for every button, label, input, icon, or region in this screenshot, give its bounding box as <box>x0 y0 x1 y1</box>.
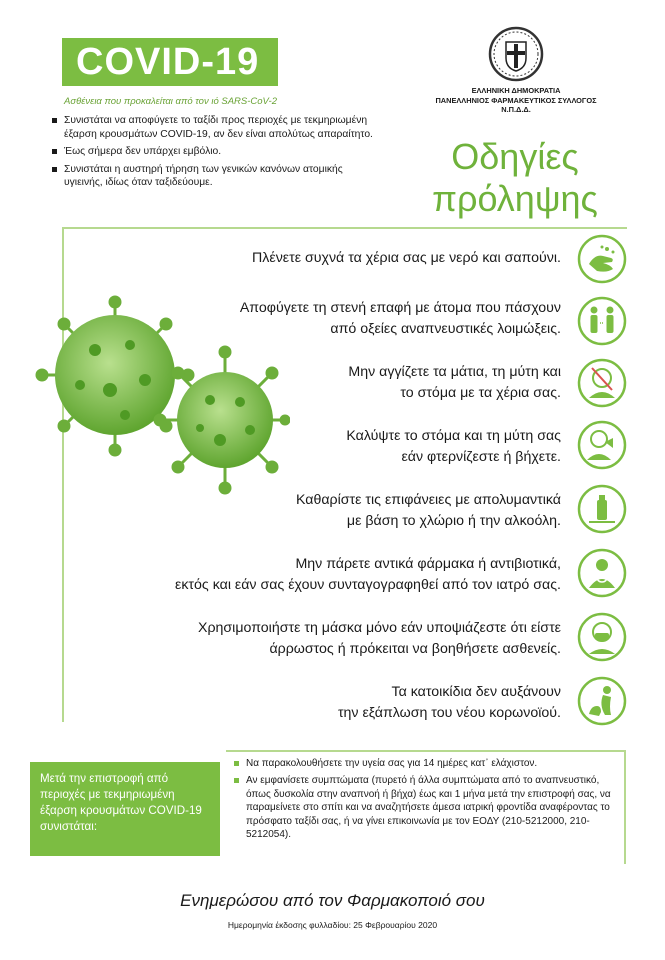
tip-text: με βάση το χλώριο ή την αλκοόλη. <box>346 513 561 529</box>
tip-5 <box>296 490 561 532</box>
heading-line: Οδηγίες <box>451 136 579 177</box>
org-line: ΕΛΛΗΝΙΚΗ ΔΗΜΟΚΡΑΤΙΑ <box>471 86 561 95</box>
tip-text: εκτός και εάν σας έχουν συνταγογραφηθεί από τον ιατρό σας. <box>175 577 561 593</box>
title-banner: COVID-19 <box>62 38 278 86</box>
mask-icon <box>577 612 627 662</box>
tip-7 <box>198 618 561 660</box>
tip-text: Χρησιμοποιήστε τη μάσκα μόνο εάν υποψιάζεστε ότι είστε <box>198 620 561 636</box>
doctor-icon <box>577 548 627 598</box>
hand-washing-icon <box>577 234 627 284</box>
tip-text: Αποφύγετε τη στενή επαφή με άτομα που πάσχουν <box>239 300 561 316</box>
intro-bullet: Συνιστάται να αποφύγετε το ταξίδι προς περιοχές με τεκμηριωμένη έξαρση κρουσμάτων COVID-19, αν δεν είναι απολύτως απαραίτητο. <box>50 114 380 141</box>
tip-6 <box>175 554 561 596</box>
intro-bullet: Έως σήμερα δεν υπάρχει εμβόλιο. <box>50 145 380 159</box>
issue-date: Ημερομηνία έκδοσης φυλλαδίου: 25 Φεβρουαρίου 2020 <box>227 920 438 930</box>
face-touch-icon <box>577 358 627 408</box>
tip-text: Καλύψτε το στόμα και τη μύτη σας <box>346 428 561 444</box>
tip-4 <box>346 426 561 468</box>
tip-text: Μην πάρετε αντικά φάρμακα ή αντιβιοτικά, <box>295 556 561 572</box>
tip-2 <box>240 298 561 340</box>
after-return-bullet: Αν εμφανίσετε συμπτώματα (πυρετό ή άλλα συμπτώματα από το αναπνευστικό, όπως δυσκολία στην αναπνοή ή βήχα) έως και 1 μήνα μετά την επιστροφή σας, να παραμείνετε στο σπίτι και να αναζητήσετε άμεσα ιατρική φροντίδα αναφέροντας το πρόσφατο ταξίδι σας, ή να γίνει επικοινωνία με τον ΕΟΔΥ (210-5212000, 210-5212054). <box>232 774 612 841</box>
organization <box>400 86 632 115</box>
heading-line: πρόληψης <box>432 178 598 219</box>
tip-text: Μην αγγίζετε τα μάτια, τη μύτη και <box>348 364 561 380</box>
tip-text: το στόμα με τα χέρια σας. <box>400 385 561 401</box>
tip-text: Τα κατοικίδια δεν αυξάνουν <box>391 684 561 700</box>
disinfect-icon <box>577 484 627 534</box>
greek-emblem-icon <box>488 26 544 82</box>
tip-3 <box>348 362 561 404</box>
distance-icon <box>577 296 627 346</box>
pet-icon <box>577 676 627 726</box>
org-line: Ν.Π.Δ.Δ. <box>501 105 531 114</box>
tip-1 <box>252 248 561 269</box>
intro-bullet: Συνιστάται η αυστηρή τήρηση των γενικών κανόνων ατομικής υγιεινής, ιδίως όταν ταξιδεύουμε. <box>50 163 380 190</box>
after-return-bullet: Να παρακολουθήσετε την υγεία σας για 14 ημέρες κατ᾽ ελάχιστον. <box>232 757 612 770</box>
tip-text: εάν φτερνίζεστε ή βήχετε. <box>401 449 561 465</box>
org-line: ΠΑΝΕΛΛΗΝΙΟΣ ΦΑΡΜΑΚΕΥΤΙΚΟΣ ΣΥΛΛΟΓΟΣ <box>435 95 597 105</box>
tip-text: Καθαρίστε τις επιφάνειες με απολυμαντικά <box>295 492 561 508</box>
subtitle: Ασθένεια που προκαλείται από τον ιό SARS-CoV-2 <box>64 96 277 107</box>
intro-list <box>50 114 380 194</box>
footer-tagline: Ενημερώσου από τον Φαρμακοποιό σου <box>180 891 485 910</box>
tip-text: την εξάπλωση του νέου κορωνοϊού. <box>337 705 561 721</box>
tip-text: από οξείες αναπνευστικές λοιμώξεις. <box>330 321 561 337</box>
prevention-heading <box>400 136 630 220</box>
after-return-list <box>232 757 612 845</box>
tip-8 <box>338 682 561 724</box>
sneeze-icon <box>577 420 627 470</box>
tip-text: Πλένετε συχνά τα χέρια σας με νερό και σαπούνι. <box>252 250 561 266</box>
tip-text: άρρωστος ή πρόκειται να βοηθήσετε ασθενείς. <box>269 641 561 657</box>
after-return-box: Μετά την επιστροφή από περιοχές με τεκμηριωμένη έξαρση κρουσμάτων COVID-19 συνιστάται: <box>30 762 220 856</box>
